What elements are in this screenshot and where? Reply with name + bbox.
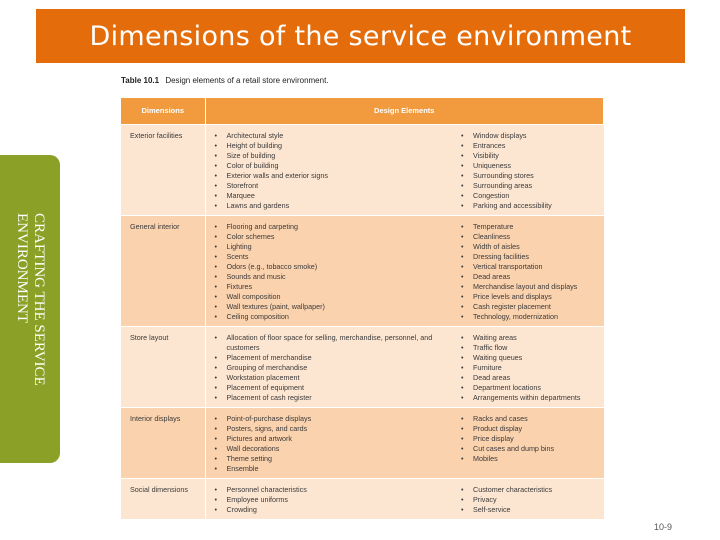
list-item: • Cut cases and dump bins [461,444,598,454]
list-item: • Scents [215,252,447,262]
list-item: • Window displays [461,131,598,141]
design-elements-cell [452,215,604,326]
list-item: • Color schemes [215,232,447,242]
list-item: • Placement of cash register [215,393,447,403]
list-item: • Mobiles [461,454,598,464]
list-item: • Posters, signs, and cards [215,424,447,434]
list-item: • Waiting areas [461,333,598,343]
list-item: • Arrangements within departments [461,393,598,403]
dimension-cell: Social dimensions [121,478,205,519]
dimension-cell: Interior displays [121,407,205,478]
list-item: • Dead areas [461,272,598,282]
list-item: • Fixtures [215,282,447,292]
list-item: • Lawns and gardens [215,201,447,211]
table-header-row [121,98,604,124]
side-label [13,213,47,386]
list-item: • Wall decorations [215,444,447,454]
design-elements-cell [452,407,604,478]
design-elements-cell [205,407,452,478]
dimension-cell: General interior [121,215,205,326]
list-item: • Storefront [215,181,447,191]
list-item: • Dressing facilities [461,252,598,262]
header-dimensions: Dimensions [121,98,205,124]
list-item: • Department locations [461,383,598,393]
list-item: • Architectural style [215,131,447,141]
design-elements-cell [205,124,452,215]
list-item: • Wall textures (paint, wallpaper) [215,302,447,312]
list-item: • Pictures and artwork [215,434,447,444]
design-elements-list [461,222,598,322]
list-item: • Surrounding areas [461,181,598,191]
list-item: • Ensemble [215,464,447,474]
dimension-cell: Exterior facilities [121,124,205,215]
list-item: • Theme setting [215,454,447,464]
list-item: • Traffic flow [461,343,598,353]
design-elements-list [215,485,447,515]
list-item: • Dead areas [461,373,598,383]
list-item: • Exterior walls and exterior signs [215,171,447,181]
list-item: • Visibility [461,151,598,161]
table-row [121,326,604,407]
list-item: • Point-of-purchase displays [215,414,447,424]
header-design-elements: Design Elements [205,98,604,124]
design-elements-cell [205,326,452,407]
list-item: • Parking and accessibility [461,201,598,211]
design-elements-cell [205,215,452,326]
design-elements-cell [452,326,604,407]
table-row [121,407,604,478]
list-item: • Privacy [461,495,598,505]
slide-title [36,9,685,63]
table-row [121,478,604,519]
dimension-cell: Store layout [121,326,205,407]
list-item: • Waiting queues [461,353,598,363]
design-elements-list [215,222,447,322]
list-item: • Entrances [461,141,598,151]
list-item: • Width of aisles [461,242,598,252]
list-item: • Vertical transportation [461,262,598,272]
side-label-line1: CRAFTING THE SERVICE [31,213,47,386]
list-item: • Workstation placement [215,373,447,383]
list-item: • Self-service [461,505,598,515]
list-item: • Technology, modernization [461,312,598,322]
design-elements-list [215,414,447,474]
table-row [121,124,604,215]
list-item: • Lighting [215,242,447,252]
list-item: • Sounds and music [215,272,447,282]
list-item: • Cleanliness [461,232,598,242]
list-item: • Wall composition [215,292,447,302]
design-elements-cell [205,478,452,519]
list-item: • Cash register placement [461,302,598,312]
table-caption-number: Table 10.1 [121,76,160,85]
list-item: • Racks and cases [461,414,598,424]
design-elements-list [461,485,598,515]
list-item: • Ceiling composition [215,312,447,322]
list-item: • Allocation of floor space for selling, merchandise, personnel, and customers [215,333,447,353]
list-item: • Marquee [215,191,447,201]
design-elements-list [215,333,447,403]
design-elements-list [215,131,447,211]
list-item: • Employee uniforms [215,495,447,505]
list-item: • Grouping of merchandise [215,363,447,373]
list-item: • Furniture [461,363,598,373]
list-item: • Crowding [215,505,447,515]
list-item: • Price levels and displays [461,292,598,302]
design-elements-table [121,98,604,519]
slide-title-text: Dimensions of the service environment [89,20,632,52]
page-number: 10-9 [654,522,673,532]
design-elements-cell [452,478,604,519]
list-item: • Temperature [461,222,598,232]
table-caption [121,76,329,85]
list-item: • Customer characteristics [461,485,598,495]
list-item: • Product display [461,424,598,434]
list-item: • Placement of merchandise [215,353,447,363]
list-item: • Merchandise layout and displays [461,282,598,292]
list-item: • Placement of equipment [215,383,447,393]
design-elements-list [461,333,598,403]
list-item: • Size of building [215,151,447,161]
list-item: • Price display [461,434,598,444]
list-item: • Odors (e.g., tobacco smoke) [215,262,447,272]
list-item: • Color of building [215,161,447,171]
list-item: • Congestion [461,191,598,201]
list-item: • Surrounding stores [461,171,598,181]
list-item: • Uniqueness [461,161,598,171]
table-row [121,215,604,326]
design-elements-list [461,131,598,211]
design-elements-list [461,414,598,464]
list-item: • Height of building [215,141,447,151]
design-elements-cell [452,124,604,215]
table-caption-text: Design elements of a retail store environment. [165,76,329,85]
side-label-line2: ENVIRONMENT [14,213,30,323]
list-item: • Flooring and carpeting [215,222,447,232]
list-item: • Personnel characteristics [215,485,447,495]
